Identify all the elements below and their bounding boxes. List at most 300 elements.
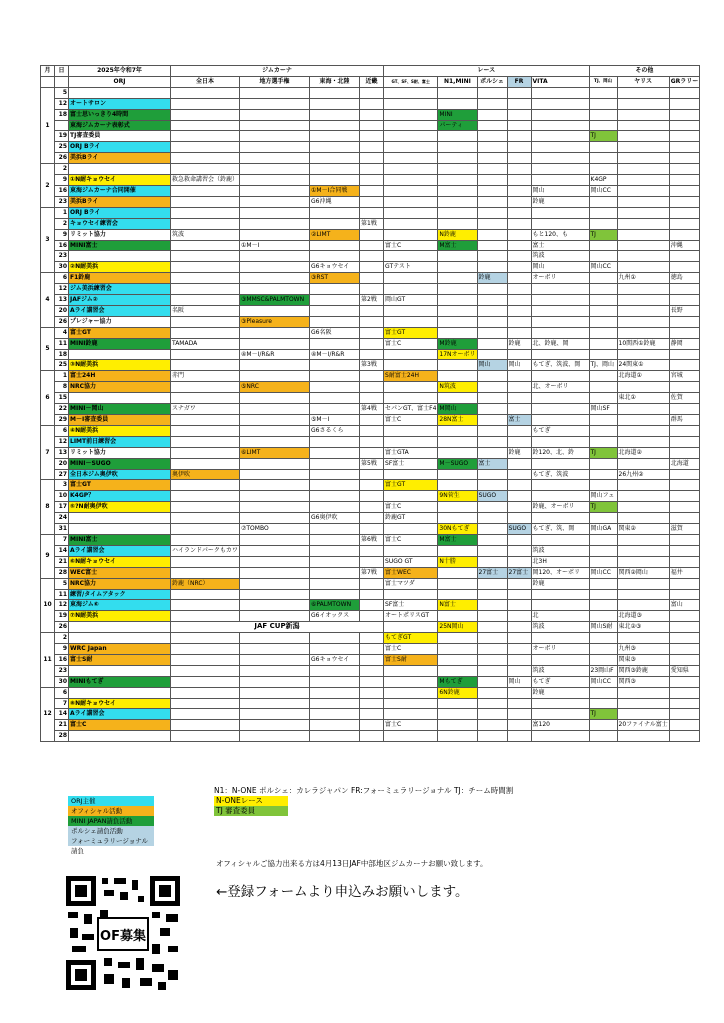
cell-zennihon — [171, 480, 240, 491]
schedule-row — [41, 589, 700, 600]
cell-tokai — [310, 109, 360, 120]
cell-gt — [384, 131, 438, 142]
cell-tj — [589, 578, 617, 589]
cell-yaris — [617, 153, 669, 164]
orj-event — [69, 393, 171, 404]
cell-tokai — [310, 687, 360, 698]
day-cell: 2 — [55, 633, 69, 644]
cell-kinki — [360, 327, 384, 338]
cell-vita: 岡120、オーボリ — [531, 567, 589, 578]
cell-tokai — [310, 316, 360, 327]
orj-event — [69, 164, 171, 175]
day-cell: 16 — [55, 185, 69, 196]
cell-porsche — [477, 731, 507, 742]
month-cell: 9 — [41, 534, 55, 578]
col-grrally: GRラリー — [669, 76, 700, 87]
cell-chihou — [240, 371, 310, 382]
cell-porsche — [477, 229, 507, 240]
cell-gt — [384, 87, 438, 98]
cell-kinki — [360, 491, 384, 502]
cell-chihou — [240, 262, 310, 273]
cell-tj: 岡山CC — [589, 567, 617, 578]
col-kinki: 近畿 — [360, 76, 384, 87]
cell-yaris: 東北① — [617, 393, 669, 404]
cell-gt: 富士C — [384, 644, 438, 655]
cell-porsche — [477, 393, 507, 404]
cell-tj: 23岡山F — [589, 665, 617, 676]
cell-porsche: 岡山 — [477, 360, 507, 371]
cell-zennihon — [171, 720, 240, 731]
cell-grrally: 徳島 — [669, 273, 700, 284]
cell-gt — [384, 524, 438, 535]
orj-event: M－I審査委員 — [69, 415, 171, 426]
cell-vita — [531, 327, 589, 338]
cell-fr — [507, 698, 531, 709]
cell-vita: もてぎ — [531, 425, 589, 436]
cell-yaris — [617, 600, 669, 611]
orj-event: MINI－岡山 — [69, 404, 171, 415]
cell-tokai — [310, 665, 360, 676]
cell-kinki — [360, 240, 384, 251]
cell-tokai — [310, 338, 360, 349]
cell-vita — [531, 393, 589, 404]
day-cell: 17 — [55, 502, 69, 513]
cell-fr — [507, 153, 531, 164]
cell-chihou — [240, 196, 310, 207]
cell-kinki — [360, 425, 384, 436]
cell-kinki — [360, 611, 384, 622]
cell-vita — [531, 491, 589, 502]
cell-kinki — [360, 393, 384, 404]
cell-n1 — [438, 327, 477, 338]
orj-event: NRC協力 — [69, 382, 171, 393]
cell-porsche — [477, 349, 507, 360]
cell-chihou: ③Pleasure — [240, 316, 310, 327]
cell-tokai: ⑤M－I — [310, 415, 360, 426]
orj-event: オートサロン — [69, 98, 171, 109]
day-cell: 14 — [55, 545, 69, 556]
cell-fr — [507, 142, 531, 153]
cell-vita — [531, 458, 589, 469]
cell-vita: もてぎ、筑波、岡 — [531, 360, 589, 371]
cell-zennihon — [171, 633, 240, 644]
day-cell: 19 — [55, 611, 69, 622]
cell-tokai — [310, 556, 360, 567]
day-cell: 9 — [55, 229, 69, 240]
cell-grrally — [669, 251, 700, 262]
cell-zennihon: 名阪 — [171, 305, 240, 316]
cell-yaris — [617, 120, 669, 131]
cell-tokai — [310, 720, 360, 731]
orj-event: WEC富士 — [69, 567, 171, 578]
cell-n1 — [438, 425, 477, 436]
cell-gt — [384, 425, 438, 436]
cell-grrally — [669, 578, 700, 589]
cell-gt: オートポリスGT — [384, 611, 438, 622]
orj-event: ジム美浜練習会 — [69, 284, 171, 295]
cell-chihou — [240, 545, 310, 556]
day-cell: 15 — [55, 393, 69, 404]
cell-yaris — [617, 491, 669, 502]
cell-gt — [384, 229, 438, 240]
cell-grrally — [669, 654, 700, 665]
cell-fr — [507, 404, 531, 415]
cell-n1 — [438, 131, 477, 142]
cell-fr — [507, 327, 531, 338]
cell-fr: 富士 — [507, 415, 531, 426]
cell-grrally: 愛知県 — [669, 665, 700, 676]
cell-grrally — [669, 295, 700, 306]
cell-grrally — [669, 360, 700, 371]
cell-grrally — [669, 196, 700, 207]
schedule-row — [41, 305, 700, 316]
cell-yaris — [617, 480, 669, 491]
cell-chihou — [240, 491, 310, 502]
cell-kinki — [360, 196, 384, 207]
cell-tokai — [310, 709, 360, 720]
schedule-row — [41, 175, 700, 186]
cell-fr — [507, 534, 531, 545]
schedule-row — [41, 491, 700, 502]
cell-yaris — [617, 513, 669, 524]
cell-n1 — [438, 87, 477, 98]
cell-chihou — [240, 644, 310, 655]
cell-yaris: 東北②③ — [617, 622, 669, 633]
orj-event: TJ審査委員 — [69, 131, 171, 142]
cell-kinki — [360, 185, 384, 196]
cell-gt — [384, 153, 438, 164]
cell-zennihon: ハイランドパークもカワ — [171, 545, 240, 556]
cell-tj — [589, 273, 617, 284]
cell-fr — [507, 491, 531, 502]
cell-porsche — [477, 404, 507, 415]
cell-tokai: G6名阪 — [310, 327, 360, 338]
cell-yaris — [617, 415, 669, 426]
cell-tokai — [310, 164, 360, 175]
cell-tj — [589, 218, 617, 229]
cell-yaris — [617, 687, 669, 698]
cell-chihou — [240, 654, 310, 665]
cell-tokai — [310, 371, 360, 382]
cell-grrally — [669, 436, 700, 447]
schedule-row — [41, 447, 700, 458]
cell-fr — [507, 305, 531, 316]
cell-gt — [384, 676, 438, 687]
cell-n1 — [438, 731, 477, 742]
cell-fr — [507, 458, 531, 469]
schedule-row — [41, 731, 700, 742]
schedule-row — [41, 644, 700, 655]
cell-zennihon — [171, 284, 240, 295]
cell-tokai — [310, 578, 360, 589]
cell-grrally — [669, 513, 700, 524]
cell-porsche — [477, 305, 507, 316]
cell-n1 — [438, 153, 477, 164]
cell-chihou — [240, 338, 310, 349]
cell-yaris — [617, 578, 669, 589]
orj-event: ①N耐キョウセイ — [69, 175, 171, 186]
cell-tj: 岡山CC — [589, 185, 617, 196]
notice-text: オフィシャルご協力出来る方は4月13日JAF中部地区ジムカーナお願い致します。 — [216, 859, 488, 868]
schedule-row — [41, 556, 700, 567]
day-cell: 3 — [55, 480, 69, 491]
cell-gt: 富士マツダ — [384, 578, 438, 589]
cell-chihou — [240, 633, 310, 644]
cell-vita: 北、鈴鹿、岡 — [531, 338, 589, 349]
cell-fr — [507, 262, 531, 273]
cell-gt — [384, 142, 438, 153]
cell-yaris — [617, 709, 669, 720]
cell-gt: 富士GT — [384, 480, 438, 491]
day-cell: 24 — [55, 513, 69, 524]
cell-gt: 富士C — [384, 720, 438, 731]
cell-kinki — [360, 87, 384, 98]
cell-tokai: ④M－I/R&R — [310, 349, 360, 360]
cell-chihou — [240, 142, 310, 153]
cell-yaris: 北海道② — [617, 447, 669, 458]
cell-gt — [384, 665, 438, 676]
cell-gt: 富士C — [384, 502, 438, 513]
cell-vita — [531, 415, 589, 426]
cell-chihou — [240, 589, 310, 600]
cell-gt — [384, 349, 438, 360]
cell-zennihon — [171, 87, 240, 98]
cell-fr — [507, 251, 531, 262]
cell-chihou — [240, 687, 310, 698]
cell-yaris — [617, 175, 669, 186]
schedule-row — [41, 295, 700, 306]
day-cell: 30 — [55, 262, 69, 273]
cell-chihou — [240, 709, 310, 720]
cell-tj — [589, 240, 617, 251]
cell-vita — [531, 371, 589, 382]
cell-fr — [507, 109, 531, 120]
cell-fr — [507, 196, 531, 207]
cell-n1 — [438, 665, 477, 676]
cell-vita — [531, 153, 589, 164]
orj-event: MINI－SUGO — [69, 458, 171, 469]
cell-tj — [589, 305, 617, 316]
cell-chihou — [240, 404, 310, 415]
qr-code-icon[interactable] — [64, 874, 182, 992]
cell-fr — [507, 665, 531, 676]
cell-yaris — [617, 589, 669, 600]
cell-zennihon — [171, 709, 240, 720]
cell-porsche: 鈴鹿 — [477, 273, 507, 284]
day-cell: 6 — [55, 425, 69, 436]
cell-kinki — [360, 731, 384, 742]
schedule-row — [41, 185, 700, 196]
schedule-row — [41, 164, 700, 175]
cell-zennihon — [171, 665, 240, 676]
day-cell: 11 — [55, 338, 69, 349]
cell-vita: 北 — [531, 611, 589, 622]
orj-event — [69, 524, 171, 535]
cell-kinki — [360, 305, 384, 316]
cell-tj: K4GP — [589, 175, 617, 186]
cell-kinki — [360, 98, 384, 109]
cell-grrally — [669, 175, 700, 186]
month-cell: 12 — [41, 687, 55, 742]
cell-zennihon — [171, 436, 240, 447]
cell-fr — [507, 469, 531, 480]
cell-zennihon — [171, 589, 240, 600]
cell-fr — [507, 240, 531, 251]
orj-event: MINIもてぎ — [69, 676, 171, 687]
day-cell: 2 — [55, 218, 69, 229]
month-cell: 8 — [41, 480, 55, 535]
cell-kinki — [360, 513, 384, 524]
schedule-row — [41, 534, 700, 545]
cell-yaris: 関東③ — [617, 654, 669, 665]
cell-n1 — [438, 611, 477, 622]
cell-kinki — [360, 316, 384, 327]
col-vita: VITA — [531, 76, 589, 87]
col-porsche: ポルシェ — [477, 76, 507, 87]
cell-tokai — [310, 120, 360, 131]
cell-zennihon — [171, 273, 240, 284]
cell-gt — [384, 109, 438, 120]
cell-zennihon — [171, 218, 240, 229]
schedule-row — [41, 349, 700, 360]
cell-yaris — [617, 295, 669, 306]
cell-vita: 北3H — [531, 556, 589, 567]
cell-chihou: ⑦TOMBO — [240, 524, 310, 535]
cell-vita: 富士 — [531, 240, 589, 251]
cell-grrally: 宮城 — [669, 371, 700, 382]
day-cell: 11 — [55, 589, 69, 600]
cell-kinki — [360, 665, 384, 676]
cell-yaris — [617, 436, 669, 447]
schedule-row — [41, 458, 700, 469]
orj-event: 富士24H — [69, 371, 171, 382]
month-cell: 4 — [41, 273, 55, 328]
cell-n1 — [438, 305, 477, 316]
cell-gt — [384, 218, 438, 229]
orj-event: WRC Japan — [69, 644, 171, 655]
cell-porsche — [477, 218, 507, 229]
cell-n1 — [438, 513, 477, 524]
cell-n1: 28N富士 — [438, 415, 477, 426]
legend — [68, 796, 154, 855]
cell-zennihon — [171, 611, 240, 622]
cell-tj — [589, 338, 617, 349]
cell-grrally — [669, 87, 700, 98]
cell-chihou — [240, 175, 310, 186]
cell-yaris — [617, 142, 669, 153]
cell-tokai — [310, 480, 360, 491]
cell-n1 — [438, 709, 477, 720]
cell-tokai — [310, 447, 360, 458]
day-cell: 23 — [55, 196, 69, 207]
cell-grrally — [669, 698, 700, 709]
cell-chihou — [240, 109, 310, 120]
cell-grrally: 富山 — [669, 600, 700, 611]
cell-tokai — [310, 284, 360, 295]
cell-grrally — [669, 447, 700, 458]
cell-kinki — [360, 142, 384, 153]
cell-tj — [589, 98, 617, 109]
cell-gt: 富士C — [384, 415, 438, 426]
cell-tokai: G6沖縄 — [310, 196, 360, 207]
cell-grrally: 長野 — [669, 305, 700, 316]
cell-tokai — [310, 404, 360, 415]
cell-zennihon: スナガワ — [171, 404, 240, 415]
cell-porsche — [477, 545, 507, 556]
cell-porsche — [477, 153, 507, 164]
cell-kinki — [360, 600, 384, 611]
cell-n1: N十勝 — [438, 556, 477, 567]
cell-n1: M富士 — [438, 534, 477, 545]
cell-zennihon — [171, 600, 240, 611]
cell-porsche — [477, 513, 507, 524]
cell-porsche — [477, 622, 507, 633]
cell-tj — [589, 251, 617, 262]
cell-tj — [589, 349, 617, 360]
cell-kinki — [360, 480, 384, 491]
cell-gt — [384, 491, 438, 502]
cell-porsche — [477, 709, 507, 720]
cell-kinki: 第5戦 — [360, 458, 384, 469]
cell-grrally — [669, 731, 700, 742]
cell-tokai — [310, 240, 360, 251]
cell-porsche — [477, 720, 507, 731]
cell-n1: N富士 — [438, 600, 477, 611]
day-cell: 23 — [55, 251, 69, 262]
cell-tj — [589, 109, 617, 120]
cell-zennihon — [171, 458, 240, 469]
day-cell: 27 — [55, 469, 69, 480]
cell-n1: M富士 — [438, 240, 477, 251]
cell-yaris — [617, 262, 669, 273]
cell-n1: N筑波 — [438, 382, 477, 393]
schedule-row — [41, 316, 700, 327]
cell-tj: TJ — [589, 447, 617, 458]
cell-gt — [384, 436, 438, 447]
cell-chihou — [240, 207, 310, 218]
cell-zennihon — [171, 240, 240, 251]
cell-tj — [589, 316, 617, 327]
cell-gt: S耐富士24H — [384, 371, 438, 382]
day-cell: 30 — [55, 676, 69, 687]
cell-n1: 30Nもてぎ — [438, 524, 477, 535]
cell-chihou: ⑤NRC — [240, 382, 310, 393]
schedule-row — [41, 425, 700, 436]
cell-tokai — [310, 633, 360, 644]
cell-yaris: 関西③ — [617, 676, 669, 687]
gymkhana-span-event: JAF CUP新潟 — [171, 622, 384, 633]
day-cell: 23 — [55, 665, 69, 676]
cell-fr — [507, 709, 531, 720]
cell-vita — [531, 349, 589, 360]
schedule-row — [41, 338, 700, 349]
day-cell: 13 — [55, 295, 69, 306]
cell-yaris — [617, 545, 669, 556]
cell-zennihon — [171, 415, 240, 426]
cell-tj — [589, 687, 617, 698]
schedule-row — [41, 120, 700, 131]
cell-grrally — [669, 153, 700, 164]
cell-tj — [589, 633, 617, 644]
cell-fr — [507, 578, 531, 589]
cell-grrally — [669, 120, 700, 131]
cell-chihou — [240, 393, 310, 404]
orj-event: ⑥N耐キョウセイ — [69, 556, 171, 567]
cell-fr: 27富士 — [507, 567, 531, 578]
cell-yaris — [617, 305, 669, 316]
cell-porsche — [477, 600, 507, 611]
orj-event: NRC協力 — [69, 578, 171, 589]
